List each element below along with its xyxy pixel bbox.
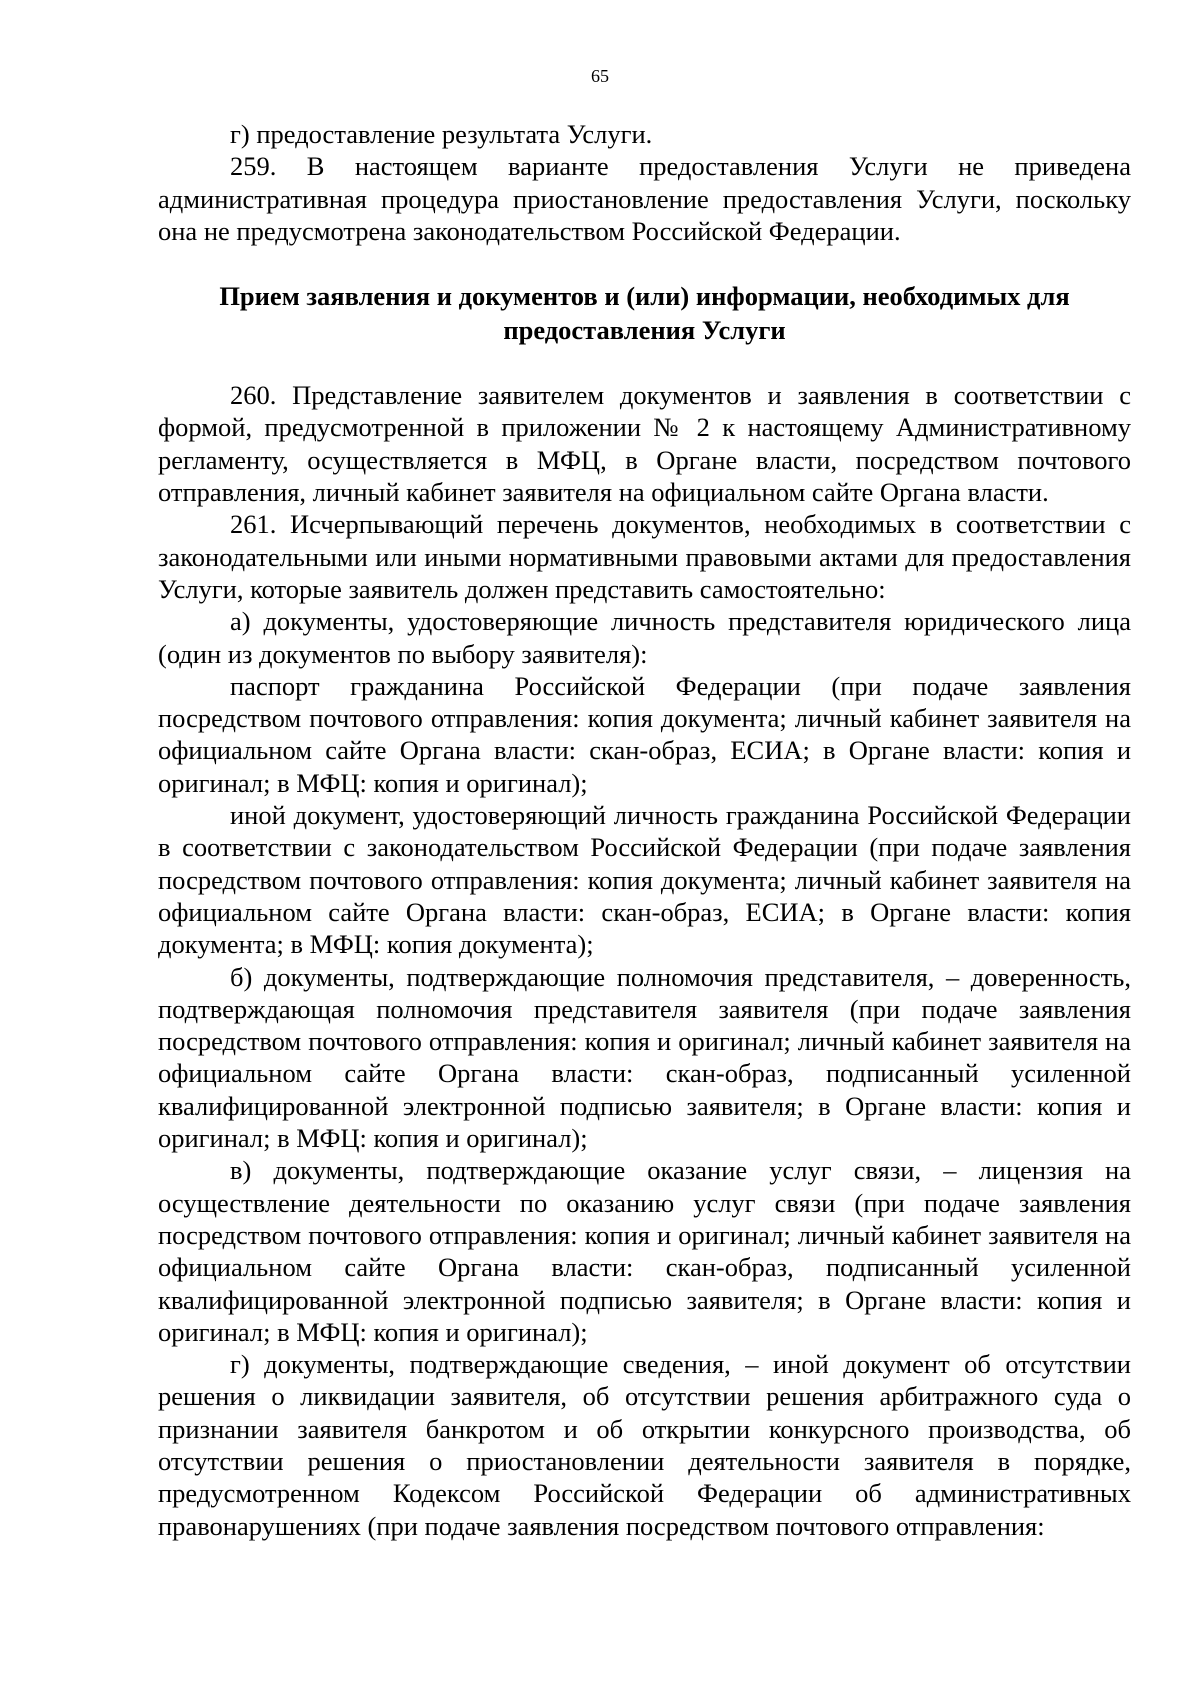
list-item-b: б) документы, подтверждающие полномочия представителя, – доверенность, подтверждающая полномочия представителя заявителя (при подаче заявления посредством почтового отправления: копия и оригинал; личный кабинет заявителя на официальном сайте Органа власти: скан-образ, подписанный усиленной квалифицированной электронной подписью заявителя; в Органе власти: копия и оригинал; в МФЦ: копия и оригинал); (158, 961, 1131, 1154)
paragraph-260: 260. Представление заявителем документов и заявления в соответствии с формой, предусмотренной в приложении № 2 к настоящему Административному регламенту, осуществляется в МФЦ, в Органе власти, посредством почтового отправления, личный кабинет заявителя на официальном сайте Органа власти. (158, 380, 1131, 508)
list-item-other-id: иной документ, удостоверяющий личность гражданина Российской Федерации в соответствии с законодательством Российской Федерации (при подаче заявления посредством почтового отправления: копия документа; личный кабинет заявителя на официальном сайте Органа власти: скан-образ, ЕСИА; в Органе власти: копия документа; в МФЦ: копия документа); (158, 800, 1131, 960)
list-item-passport: паспорт гражданина Российской Федерации (при подаче заявления посредством почтового отправления: копия документа; личный кабинет заявителя на официальном сайте Органа власти: скан-образ, ЕСИА; в Органе власти: копия и оригинал; в МФЦ: копия и оригинал); (158, 670, 1131, 798)
section-heading: Прием заявления и документов и (или) информации, необходимых для предоставления Услуги (219, 281, 1070, 346)
list-item-g: г) документы, подтверждающие сведения, – иной документ об отсутствии решения о ликвидации заявителя, об отсутствии решения арбитражного суда о признании заявителя банкротом и об открытии конкурсного производства, об отсутствии решения о приостановлении деятельности заявителя в порядке, предусмотренном Кодексом Российской Федерации об административных правонарушениях (при подаче заявления посредством почтового отправления: (158, 1349, 1131, 1541)
paragraph-result-provision: г) предоставление результата Услуги. (230, 119, 653, 149)
paragraph-261: 261. Исчерпывающий перечень документов, необходимых в соответствии с законодательными или иными нормативными правовыми актами для предоставления Услуги, которые заявитель должен представить самостоятельно: (158, 509, 1131, 604)
list-item-a: а) документы, удостоверяющие личность представителя юридического лица (один из документов по выбору заявителя): (158, 606, 1131, 669)
list-item-v: в) документы, подтверждающие оказание услуг связи, – лицензия на осуществление деятельности по оказанию услуг связи (при подаче заявления посредством почтового отправления: копия и оригинал; личный кабинет заявителя на официальном сайте Органа власти: скан-образ, подписанный усиленной квалифицированной электронной подписью заявителя; в Органе власти: копия и оригинал; в МФЦ: копия и оригинал); (158, 1155, 1131, 1347)
document-body (158, 118, 1131, 1542)
paragraph-259: 259. В настоящем варианте предоставления Услуги не приведена административная процедура приостановление предоставления Услуги, поскольку она не предусмотрена законодательством Российской Федерации. (158, 151, 1131, 246)
page-number: 65 (591, 66, 609, 86)
